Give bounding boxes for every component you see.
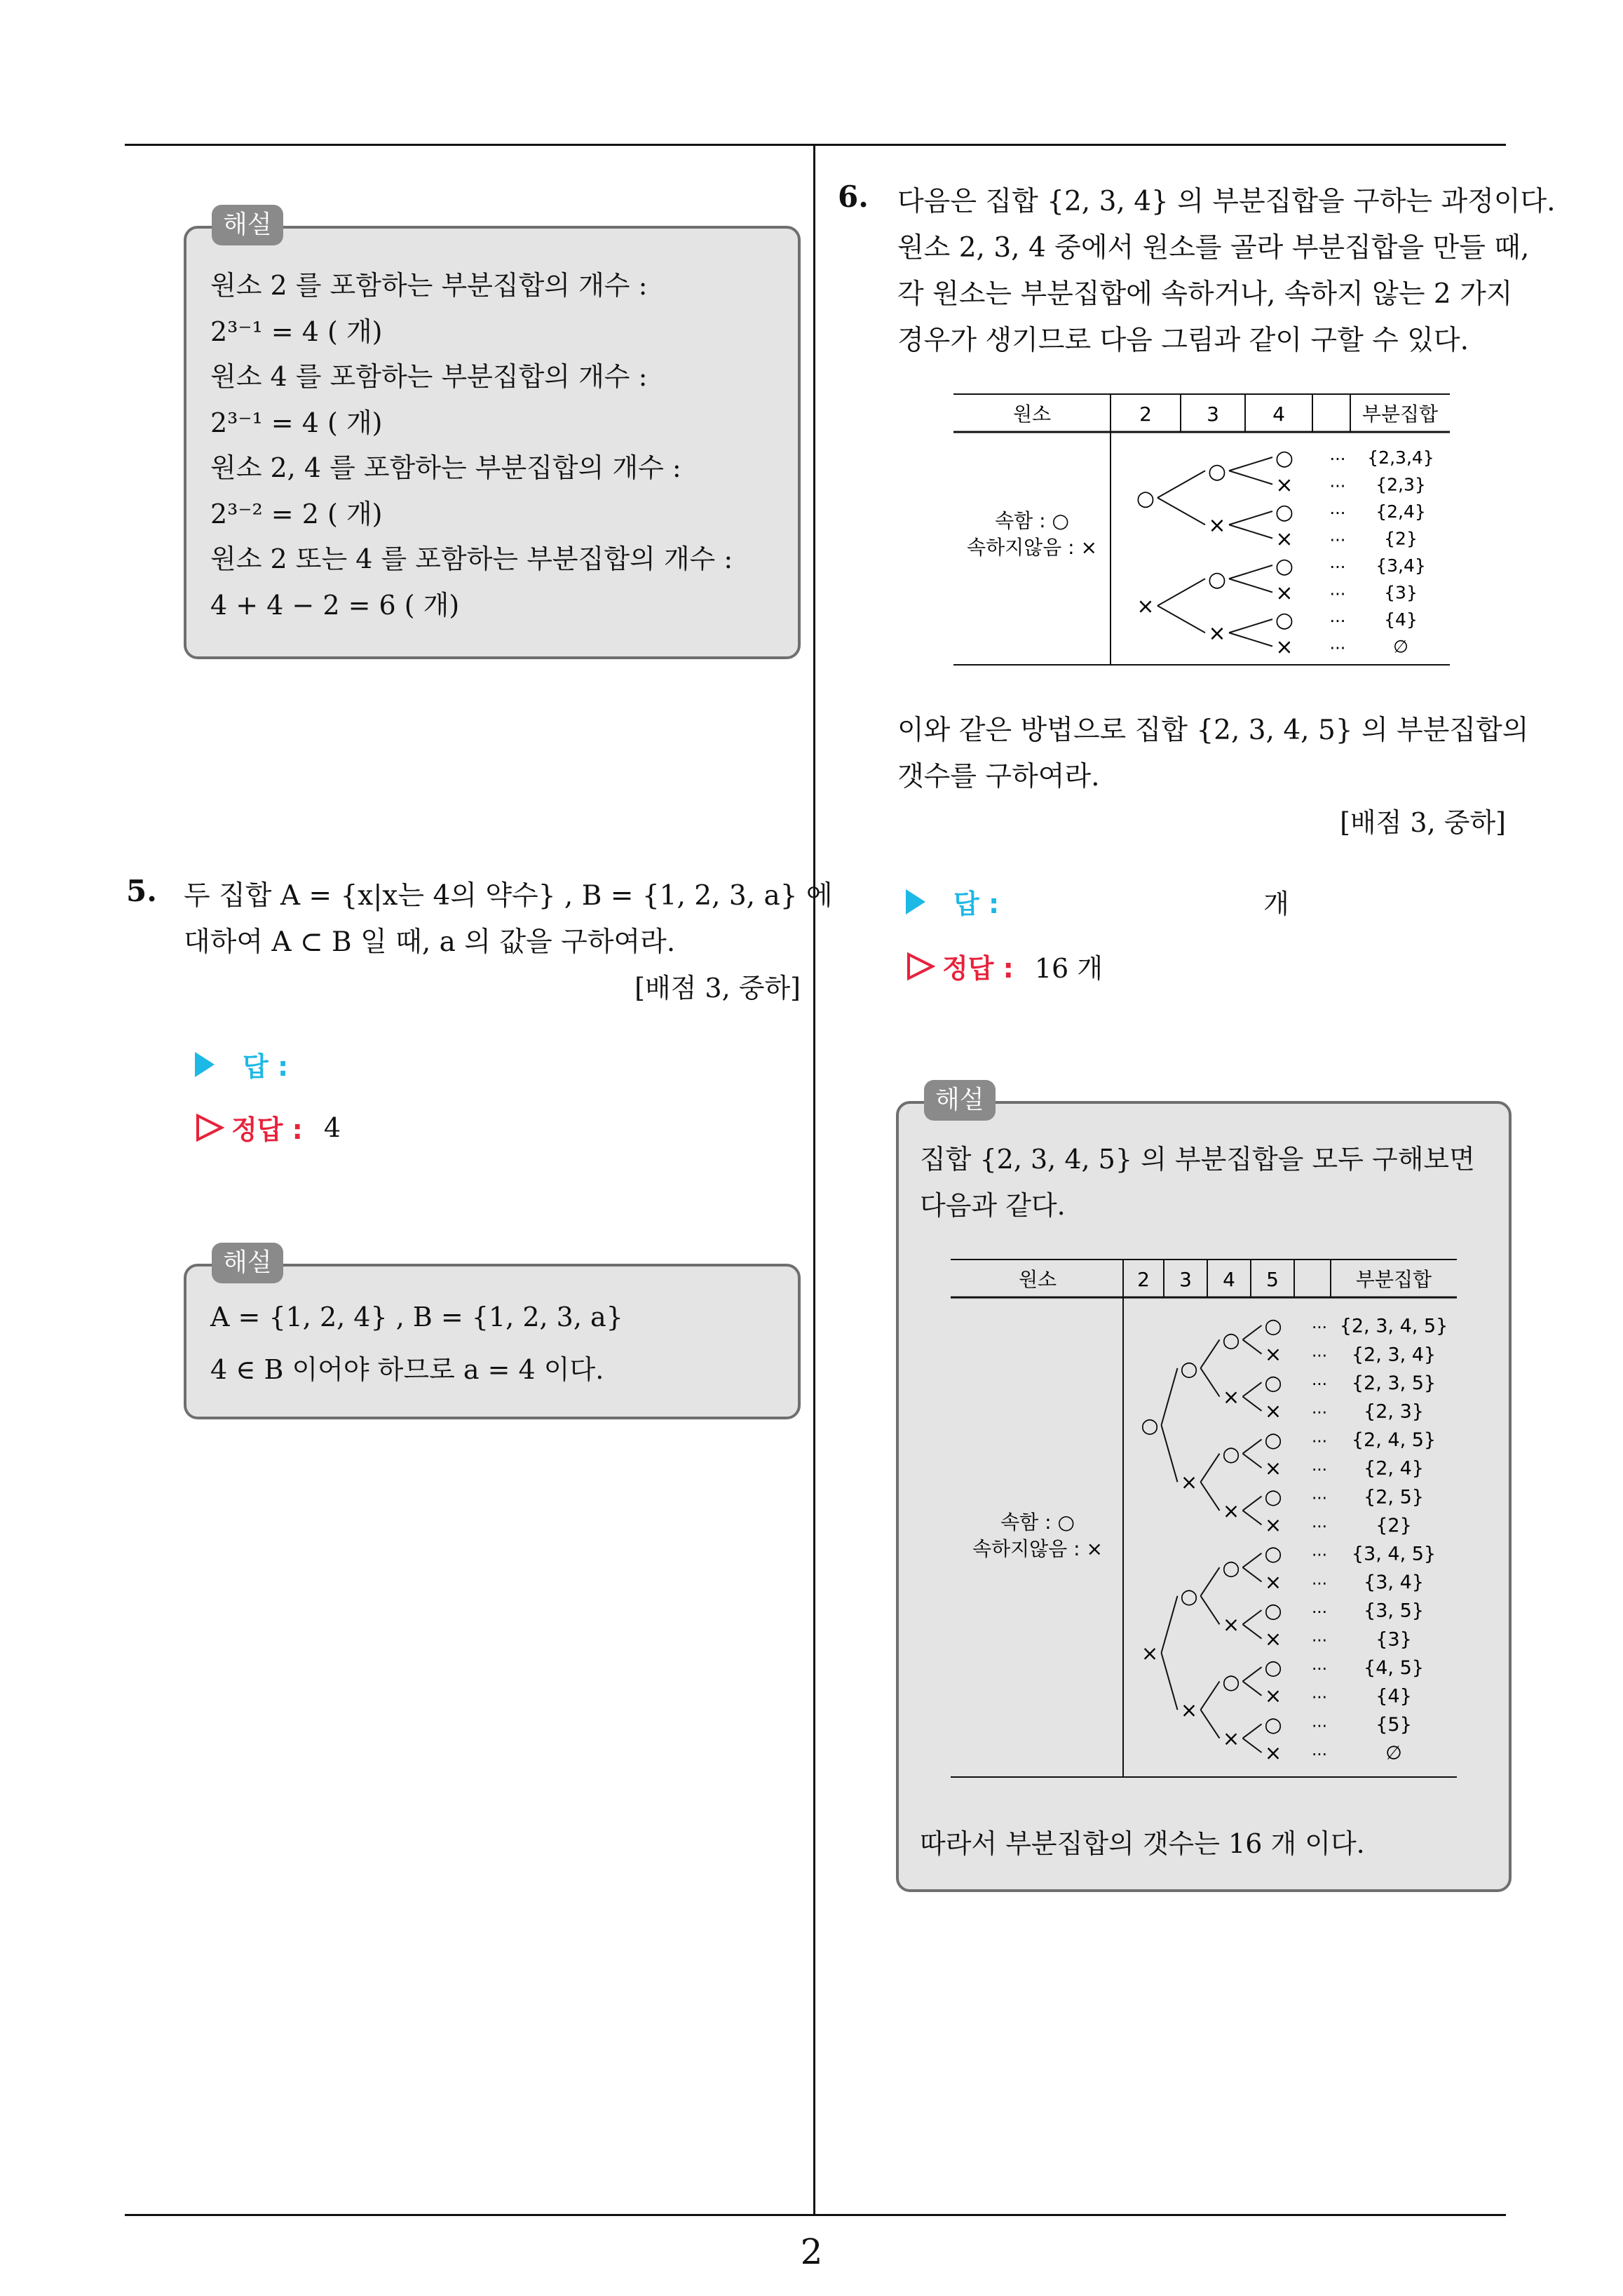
ellipsis-dots: ··· <box>1311 1745 1328 1764</box>
subset-label: {3,4} <box>1376 555 1426 576</box>
tree-edge <box>1243 1567 1262 1581</box>
legend-belongs: 속함 : ○ <box>995 509 1069 532</box>
question-text: 이와 같은 방법으로 집합 {2, 3, 4, 5} 의 부분집합의 <box>897 715 1529 746</box>
correct-answer-label: 정답 : <box>942 953 1014 984</box>
tree-edge <box>1243 1339 1262 1353</box>
not-belongs-symbol: × <box>1264 1456 1282 1480</box>
question-text: 다음은 집합 {2, 3, 4} 의 부분집합을 구하는 과정이다. <box>897 186 1556 217</box>
subset-label: {4, 5} <box>1364 1656 1424 1679</box>
question-score: [배점 3, 중하] <box>1340 807 1506 838</box>
subset-tree-table-3 <box>953 393 1458 670</box>
tree-edge <box>1243 1682 1262 1696</box>
subset-label: {3, 5} <box>1364 1600 1424 1622</box>
explanation-tag: 해설 <box>924 1080 996 1121</box>
tree-edge <box>1162 1425 1178 1482</box>
tree-edge <box>1201 1482 1220 1511</box>
ellipsis-dots: ··· <box>1329 476 1346 497</box>
ellipsis-dots: ··· <box>1311 1688 1328 1708</box>
tree-edge <box>1243 1397 1262 1411</box>
explanation-line: 원소 2 를 포함하는 부분집합의 개수 : <box>210 270 648 301</box>
subset-label: {5} <box>1376 1714 1412 1736</box>
correct-answer-label: 정답 : <box>231 1114 303 1145</box>
belongs-symbol: ○ <box>1264 1712 1282 1736</box>
subset-label: {2, 4} <box>1364 1457 1424 1480</box>
table-header: 부분집합 <box>1355 1268 1432 1291</box>
not-belongs-symbol: × <box>1264 1513 1282 1537</box>
belongs-symbol: ○ <box>1136 486 1155 511</box>
not-belongs-symbol: × <box>1275 581 1293 606</box>
tree-edge <box>1243 1667 1262 1681</box>
not-belongs-symbol: × <box>1222 1727 1240 1751</box>
tree-edge <box>1162 1596 1178 1653</box>
tree-edge <box>1201 1567 1220 1596</box>
bottom-rule <box>125 2214 1506 2216</box>
question-number: 5. <box>126 874 157 908</box>
tree-edge <box>1201 1454 1220 1483</box>
belongs-symbol: ○ <box>1222 1328 1240 1352</box>
column-divider <box>813 144 815 2215</box>
outline-triangle-icon <box>195 1113 224 1142</box>
subset-label: {2, 3, 4} <box>1351 1344 1437 1366</box>
tree-edge <box>1229 471 1272 484</box>
subset-label: {3, 4} <box>1364 1572 1424 1594</box>
ellipsis-dots: ··· <box>1311 1318 1328 1337</box>
table-header: 3 <box>1179 1268 1192 1291</box>
not-belongs-symbol: × <box>1141 1641 1159 1666</box>
table-header: 원소 <box>1018 1268 1057 1291</box>
not-belongs-symbol: × <box>1180 1470 1198 1494</box>
tree-edge <box>1201 1682 1220 1710</box>
top-rule <box>125 144 1506 146</box>
table-header: 3 <box>1207 403 1219 426</box>
explanation-line: 2³⁻¹ = 4 ( 개) <box>210 407 383 438</box>
explanation-line: 원소 2 또는 4 를 포함하는 부분집합의 개수 : <box>210 543 733 574</box>
subset-label: {2, 3, 4, 5} <box>1339 1315 1448 1337</box>
tree-edge <box>1201 1339 1220 1368</box>
explanation-line: 원소 2, 4 를 포함하는 부분집합의 개수 : <box>210 452 681 483</box>
tree-edge <box>1229 457 1272 471</box>
tree-edge <box>1157 579 1205 606</box>
play-icon <box>906 889 925 914</box>
tree-edge <box>1243 1325 1262 1339</box>
tree-edge <box>1243 1439 1262 1453</box>
subset-label: {2,4} <box>1376 501 1426 522</box>
ellipsis-dots: ··· <box>1329 557 1346 577</box>
subset-label: {2, 4, 5} <box>1351 1429 1437 1452</box>
tree-edge <box>1243 1511 1262 1525</box>
tree-diagram <box>1141 1314 1448 1764</box>
table-header: 2 <box>1137 1268 1150 1291</box>
not-belongs-symbol: × <box>1264 1741 1282 1765</box>
explanation-tag: 해설 <box>212 1243 283 1283</box>
subset-tree-table-4 <box>951 1258 1462 1781</box>
tree-diagram <box>1136 446 1434 660</box>
explanation-line: 원소 4 를 포함하는 부분집합의 개수 : <box>210 361 648 392</box>
tree-edge <box>1162 1368 1178 1425</box>
ellipsis-dots: ··· <box>1311 1375 1328 1394</box>
tree-edge <box>1157 471 1205 498</box>
tree-edge <box>1229 511 1272 525</box>
belongs-symbol: ○ <box>1264 1427 1282 1452</box>
correct-answer-value: 16 개 <box>1034 953 1103 984</box>
ellipsis-dots: ··· <box>1311 1631 1328 1651</box>
correct-answer-row <box>195 1108 341 1147</box>
belongs-symbol: ○ <box>1222 1442 1240 1466</box>
tree-edge <box>1243 1454 1262 1468</box>
question-text: 두 집합 A = {x|x는 4의 약수} , B = {1, 2, 3, a} 에 <box>184 880 833 912</box>
ellipsis-dots: ··· <box>1311 1546 1328 1565</box>
subset-label: {2} <box>1384 528 1418 549</box>
ellipsis-dots: ··· <box>1311 1403 1328 1423</box>
subset-label: {2, 3, 5} <box>1351 1372 1437 1394</box>
table-header: 부분집합 <box>1361 403 1439 426</box>
ellipsis-dots: ··· <box>1311 1489 1328 1508</box>
explanation-box-2 <box>184 1264 801 1419</box>
tree-edge <box>1243 1738 1262 1753</box>
table-header: 2 <box>1139 403 1152 426</box>
subset-label: {3} <box>1384 582 1418 603</box>
tree-edge <box>1229 565 1272 579</box>
tree-edge <box>1229 525 1272 538</box>
answer-label: 답 : <box>953 889 1000 919</box>
belongs-symbol: ○ <box>1264 1598 1282 1623</box>
ellipsis-dots: ··· <box>1329 503 1346 523</box>
question-text: 각 원소는 부분집합에 속하거나, 속하지 않는 2 가지 <box>897 278 1513 310</box>
table-header: 4 <box>1272 403 1285 426</box>
answer-unit-text: 개 <box>1263 889 1289 919</box>
correct-answer-value: 4 <box>323 1112 341 1143</box>
ellipsis-dots: ··· <box>1311 1517 1328 1537</box>
not-belongs-symbol: × <box>1180 1698 1198 1722</box>
answer-label: 답 : <box>243 1051 289 1082</box>
tree-edge <box>1201 1368 1220 1397</box>
explanation-line: 집합 {2, 3, 4, 5} 의 부분집합을 모두 구해보면 <box>920 1144 1475 1175</box>
page-number: 2 <box>800 2231 823 2272</box>
not-belongs-symbol: × <box>1264 1399 1282 1424</box>
subset-label: {2} <box>1376 1514 1412 1537</box>
belongs-symbol: ○ <box>1275 607 1294 633</box>
tree-edge <box>1229 579 1272 592</box>
tree-edge <box>1243 1497 1262 1511</box>
table-header: 원소 <box>1012 403 1052 426</box>
belongs-symbol: ○ <box>1275 445 1294 471</box>
subset-label: ∅ <box>1385 1742 1402 1764</box>
belongs-symbol: ○ <box>1264 1314 1282 1338</box>
belongs-symbol: ○ <box>1222 1555 1240 1580</box>
explanation-line: A = {1, 2, 4} , B = {1, 2, 3, a} <box>210 1302 623 1332</box>
ellipsis-dots: ··· <box>1311 1602 1328 1622</box>
not-belongs-symbol: × <box>1275 473 1293 498</box>
ellipsis-dots: ··· <box>1311 1574 1328 1593</box>
question-text: 갯수를 구하여라. <box>897 761 1100 792</box>
question-text: 대하여 A ⊂ B 일 때, a 의 값을 구하여라. <box>184 926 676 958</box>
question-score: [배점 3, 중하] <box>634 973 801 1004</box>
not-belongs-symbol: × <box>1264 1627 1282 1652</box>
subset-label: {2, 3} <box>1364 1400 1424 1423</box>
answer-row <box>906 882 999 921</box>
play-icon <box>195 1052 215 1077</box>
ellipsis-dots: ··· <box>1329 584 1346 605</box>
tree-edge <box>1243 1553 1262 1567</box>
not-belongs-symbol: × <box>1275 635 1293 660</box>
not-belongs-symbol: × <box>1136 594 1155 619</box>
explanation-line: 2³⁻² = 2 ( 개) <box>210 499 383 529</box>
not-belongs-symbol: × <box>1222 1499 1240 1523</box>
belongs-symbol: ○ <box>1141 1413 1159 1438</box>
tree-edge <box>1229 633 1272 646</box>
question-number: 6. <box>838 180 869 214</box>
belongs-symbol: ○ <box>1207 459 1227 485</box>
subset-label: ∅ <box>1393 636 1408 657</box>
belongs-symbol: ○ <box>1222 1669 1240 1694</box>
tree-edge <box>1157 606 1205 633</box>
ellipsis-dots: ··· <box>1329 449 1346 469</box>
answer-unit <box>1263 882 1289 921</box>
legend-belongs: 속함 : ○ <box>1000 1511 1075 1534</box>
question-text: 원소 2, 3, 4 중에서 원소를 골라 부분집합을 만들 때, <box>897 232 1530 264</box>
explanation-line: 다음과 같다. <box>920 1190 1066 1221</box>
explanation-conclusion: 따라서 부분집합의 갯수는 16 개 이다. <box>920 1828 1365 1859</box>
tree-edge <box>1243 1610 1262 1624</box>
subset-label: {2,3,4} <box>1367 447 1434 468</box>
explanation-line: 4 + 4 − 2 = 6 ( 개) <box>210 590 460 621</box>
tree-edge <box>1201 1710 1220 1738</box>
belongs-symbol: ○ <box>1275 499 1294 525</box>
belongs-symbol: ○ <box>1207 567 1227 593</box>
belongs-symbol: ○ <box>1180 1584 1198 1609</box>
tree-edge <box>1243 1382 1262 1396</box>
ellipsis-dots: ··· <box>1329 611 1346 631</box>
subset-label: {3, 4, 5} <box>1351 1543 1437 1565</box>
ellipsis-dots: ··· <box>1311 1659 1328 1679</box>
not-belongs-symbol: × <box>1208 621 1226 647</box>
tree-edge <box>1243 1724 1262 1738</box>
subset-label: {2,3} <box>1376 474 1426 495</box>
tree-edge <box>1243 1624 1262 1638</box>
ellipsis-dots: ··· <box>1311 1431 1328 1451</box>
ellipsis-dots: ··· <box>1329 530 1346 551</box>
not-belongs-symbol: × <box>1264 1569 1282 1594</box>
ellipsis-dots: ··· <box>1311 1346 1328 1366</box>
outline-triangle-icon <box>906 952 935 981</box>
not-belongs-symbol: × <box>1222 1612 1240 1637</box>
ellipsis-dots: ··· <box>1329 638 1346 659</box>
ellipsis-dots: ··· <box>1311 1460 1328 1480</box>
tree-edge <box>1229 619 1272 633</box>
belongs-symbol: ○ <box>1275 553 1294 579</box>
not-belongs-symbol: × <box>1275 527 1293 552</box>
legend-not-belongs: 속하지않음 : × <box>967 536 1097 559</box>
table-header: 5 <box>1266 1268 1279 1291</box>
subset-label: {4} <box>1384 609 1418 630</box>
tree-edge <box>1157 498 1205 525</box>
not-belongs-symbol: × <box>1222 1384 1240 1409</box>
subset-label: {4} <box>1376 1685 1412 1708</box>
subset-label: {3} <box>1376 1628 1412 1651</box>
belongs-symbol: ○ <box>1180 1356 1198 1381</box>
explanation-tag: 해설 <box>212 205 283 245</box>
belongs-symbol: ○ <box>1264 1370 1282 1395</box>
explanation-line: 4 ∈ B 이어야 하므로 a = 4 이다. <box>210 1354 604 1385</box>
subset-label: {2, 5} <box>1364 1486 1424 1508</box>
correct-answer-row <box>906 947 1103 985</box>
tree-edge <box>1201 1596 1220 1625</box>
belongs-symbol: ○ <box>1264 1655 1282 1680</box>
ellipsis-dots: ··· <box>1311 1716 1328 1736</box>
not-belongs-symbol: × <box>1208 513 1226 539</box>
not-belongs-symbol: × <box>1264 1342 1282 1367</box>
table-header: 4 <box>1223 1268 1235 1291</box>
belongs-symbol: ○ <box>1264 1485 1282 1509</box>
answer-row <box>195 1045 288 1083</box>
belongs-symbol: ○ <box>1264 1541 1282 1566</box>
legend-not-belongs: 속하지않음 : × <box>972 1537 1103 1560</box>
explanation-line: 2³⁻¹ = 4 ( 개) <box>210 316 383 347</box>
question-text: 경우가 생기므로 다음 그림과 같이 구할 수 있다. <box>897 325 1469 356</box>
not-belongs-symbol: × <box>1264 1684 1282 1708</box>
tree-edge <box>1162 1653 1178 1710</box>
